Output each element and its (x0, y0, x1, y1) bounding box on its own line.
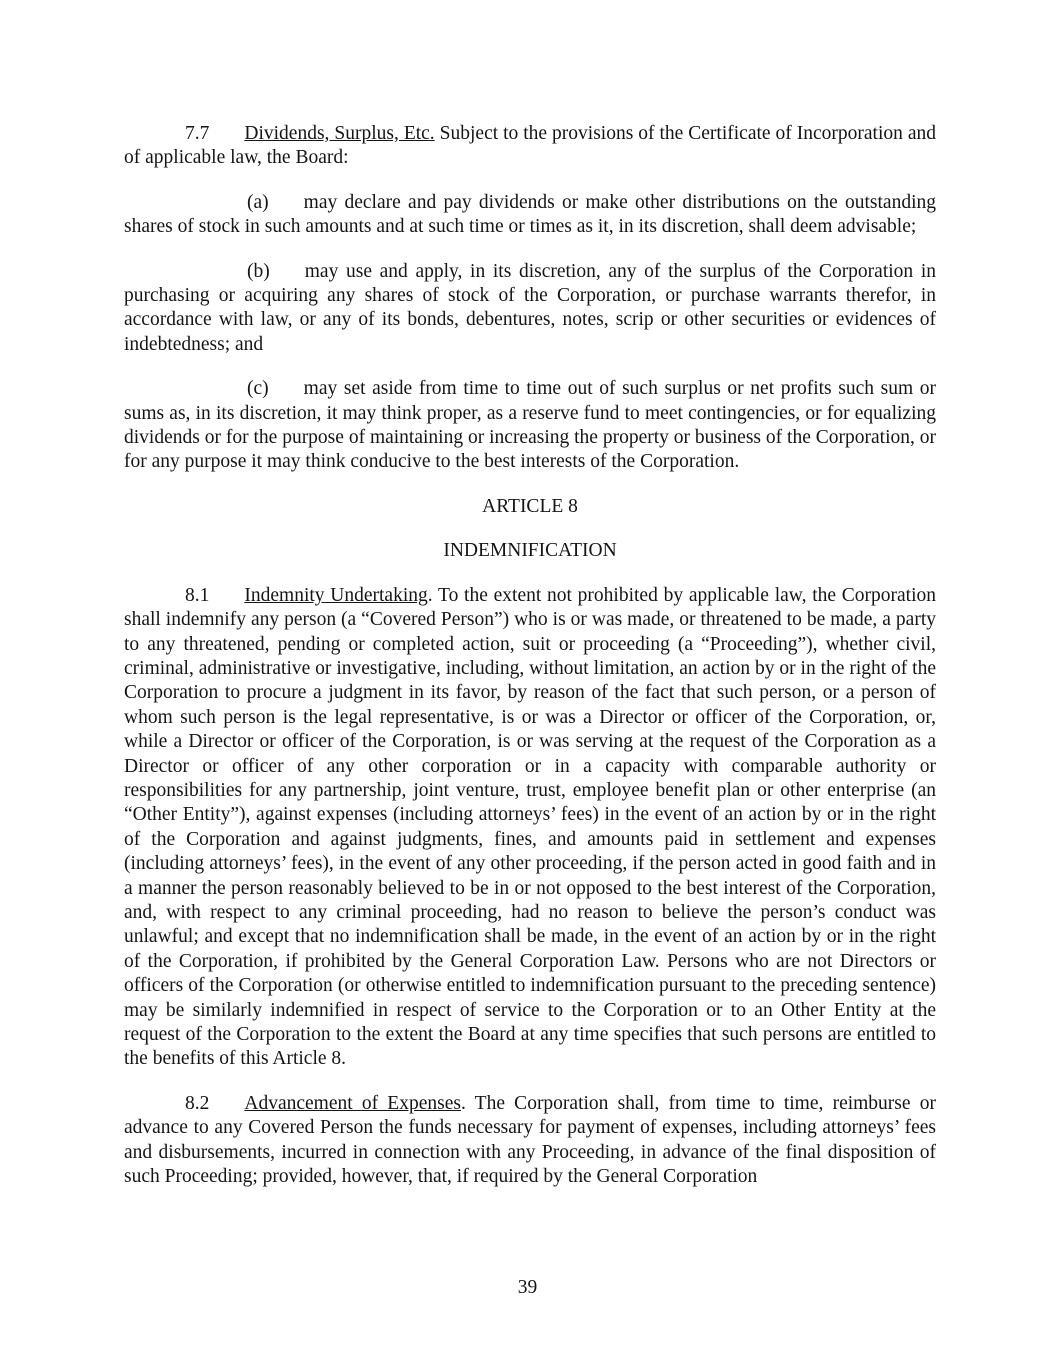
subsection-text: may use and apply, in its discretion, any of the surplus of the Corporation in purchasing or acquiring any shares of stock of the Corporation, or purchase warrants therefor, in accordance with law, or any of its bonds, debentures, notes, scrip or other securities or evidences of indebtedness; and (124, 260, 936, 355)
article-heading: ARTICLE 8 (482, 495, 578, 517)
subsection-c (124, 377, 936, 475)
subsection-b (124, 260, 936, 358)
section-heading: Dividends, Surplus, Etc. (244, 123, 435, 144)
section-heading: Advancement of Expenses (244, 1092, 461, 1114)
section-number: 7.7 (185, 123, 210, 144)
section-text: . The Corporation shall, from time to time, reimburse or advance to any Covered Person the funds necessary for payment of expenses, including attorneys’ fees and disbursements, incurred in connection with any Proceeding, in advance of the final disposition of such Proceeding; provided, however, that, if required by the General Corporation (124, 1092, 936, 1188)
section-8-1 (124, 584, 936, 1072)
section-number: 8.2 (185, 1092, 210, 1114)
section-7-7 (124, 122, 936, 171)
document-body (124, 122, 936, 1209)
article-subheading: INDEMNIFICATION (443, 540, 617, 562)
subsection-a (124, 191, 936, 240)
section-number: 8.1 (185, 584, 210, 606)
section-heading: Indemnity Undertaking (244, 584, 428, 606)
section-8-2 (124, 1092, 936, 1190)
page-number: 39 (517, 1277, 538, 1298)
subsection-label: (a) (247, 191, 269, 213)
section-text: Subject to the provisions of the Certificate of Incorporation and of applicable law, the Board: (124, 123, 936, 169)
subsection-text: may declare and pay dividends or make other distributions on the outstanding shares of stock in such amounts and at such time or times as it, in its discretion, shall deem advisable; (124, 191, 936, 238)
subsection-label: (c) (247, 378, 269, 400)
subsection-text: may set aside from time to time out of such surplus or net profits such sum or sums as, in its discretion, it may think proper, as a reserve fund to meet contingencies, or for equalizing dividends or for the purpose of maintaining or increasing the property or business of the Corporation, or for any purpose it may think conducive to the best interests of the Corporation. (124, 378, 936, 473)
subsection-label: (b) (247, 260, 270, 282)
section-text: . To the extent not prohibited by applicable law, the Corporation shall indemnify any person (a “Covered Person”) who is or was made, or threatened to be made, a party to any threatened, pending or completed action, suit or proceeding (a “Proceeding”), whether civil, criminal, administrative or investigative, including, without limitation, an action by or in the right of the Corporation to procure a judgment in its favor, by reason of the fact that such person, or a person of whom such person is the legal representative, is or was a Director or officer of the Corporation, or, while a Director or officer of the Corporation, is or was serving at the request of the Corporation as a Director or officer of any other corporation or in a capacity with comparable authority or responsibilities for any partnership, joint venture, trust, employee benefit plan or other enterprise (an “Other Entity”), against expenses (including attorneys’ fees) in the event of an action by or in the right of the Corporation and against judgments, fines, and amounts paid in settlement and expenses (including attorneys’ fees), in the event of any other proceeding, if the person acted in good faith and in a manner the person reasonably believed to be in or not opposed to the best interest of the Corporation, and, with respect to any criminal proceeding, had no reason to believe the person’s conduct was unlawful; and except that no indemnification shall be made, in the event of an action by or in the right of the Corporation, if prohibited by the General Corporation Law. Persons who are not Directors or officers of the Corporation (or otherwise entitled to indemnification pursuant to the preceding sentence) may be similarly indemnified in respect of service to the Corporation or to an Other Entity at the request of the Corporation to the extent the Board at any time specifies that such persons are entitled to the benefits of this Article 8. (124, 584, 936, 1070)
